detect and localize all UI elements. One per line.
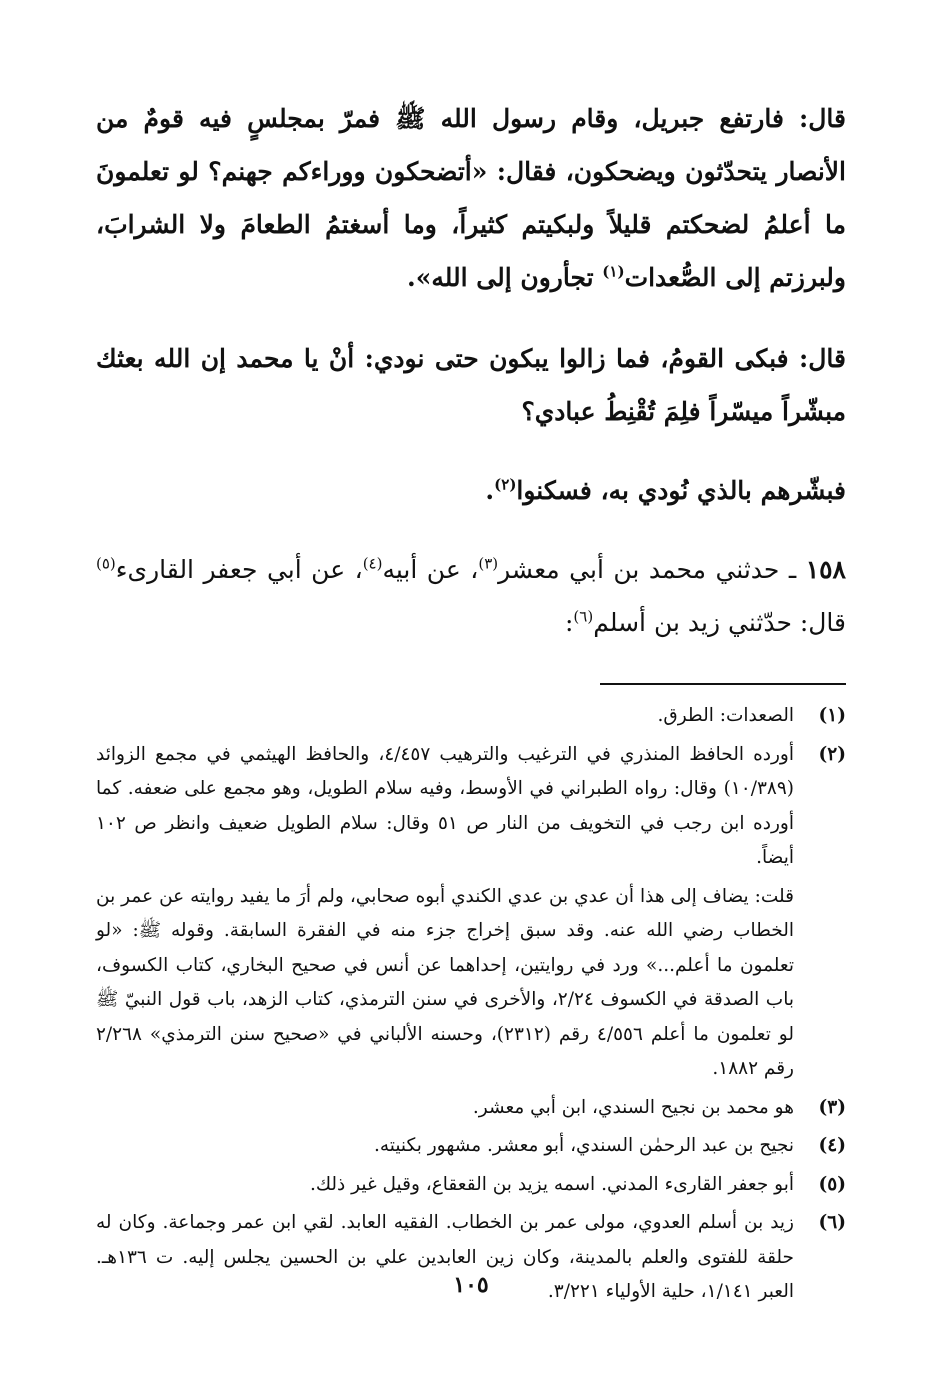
footnote-ref: (٤)	[362, 554, 383, 573]
footnote	[96, 1129, 846, 1164]
paragraph-text: ، عن أبي جعفر القارىء	[115, 555, 363, 584]
paragraph-text: قال: حدّثني زيد بن أسلم	[593, 608, 846, 637]
hadith-paragraph	[96, 543, 846, 649]
footnote-text: هو محمد بن نجيح السندي، ابن أبي معشر.	[472, 1096, 794, 1118]
footnote-text: أورده الحافظ المنذري في الترغيب والترهيب ٤/٤٥٧، والحافظ الهيثمي في مجمع الزوائد (١٠/٣٨٩) وقال: رواه الطبراني في الأوسط، وفيه سلام الطويل، وهو مجمع على ضعفه. كما أورده ابن رجب في التخويف من النار ص ٥١ وقال: سلام الطويل ضعيف وانظر ص ١٠٢ أيضاً.	[96, 743, 795, 868]
hadith-number: ١٥٨	[805, 555, 846, 584]
footnote	[96, 1091, 846, 1126]
footnote-mark: (٤)	[818, 1135, 846, 1156]
paragraph-text: قال: فارتفع جبريل، وقام رسول الله ﷺ فمرّ بمجلسٍ فيه قومٌ من الأنصار يتحدّثون ويضحكون، فقال: «أتضحكون ووراءكم جهنم؟ لو تعلمونَ ما أعلمُ لضحكتم قليلاً ولبكيتم كثيراً، وما أسغتمُ الطعامَ ولا الشرابَ، ولبرزتم إلى الصُّعدات	[96, 104, 846, 292]
footnote-text: زيد بن أسلم العدوي، مولى عمر بن الخطاب. الفقيه العابد. لقي ابن عمر وجماعة. وكان له حلقة للفتوى والعلم بالمدينة، وكان زين العابدين علي بن الحسين يجلس إليه. ت ١٣٦هـ. العبر ١/١٤١، حلية الأولياء ٣/٢٢١.	[96, 1212, 794, 1302]
footnote-mark: (٢)	[818, 743, 846, 765]
footnotes	[96, 699, 846, 1310]
paragraph-text: ، عن أبيه	[382, 555, 479, 584]
footnote-ref: (٥)	[96, 554, 116, 573]
main-text	[96, 92, 846, 649]
paragraph-text: .	[485, 476, 495, 505]
paragraph	[96, 464, 846, 517]
paragraph-text: فبشّرهم بالذي نُودي به، فسكنوا	[516, 476, 846, 505]
paragraph-text: ـ حدثني محمد بن أبي معشر	[498, 555, 806, 584]
footnote	[96, 699, 846, 734]
paragraph	[96, 92, 846, 304]
footnote-ref: (٦)	[573, 607, 594, 626]
footnote-continuation: قلت: يضاف إلى هذا أن عدي بن عدي الكندي أبوه صحابي، ولم أرَ ما يفيد روايته عن عمر بن الخطاب رضي الله عنه. وقد سبق إخراج جزء منه في الفقرة السابقة. وقوله ﷺ: «لو تعلمون ما أعلم...» ورد في روايتين، إحداهما عن أنس في صحيح البخاري، كتاب الكسوف، باب الصدقة في الكسوف ٢/٢٤، والأخرى في سنن الترمذي، كتاب الزهد، باب قول النبيّ ﷺ لو تعلمون ما أعلم ٤/٥٥٦ رقم (٢٣١٢)، وحسنه الألباني في «صحيح سنن الترمذي» ٢/٢٦٨ رقم ١٨٨٢.	[96, 885, 794, 1079]
footnote-ref: (٣)	[478, 554, 499, 573]
footnote	[96, 1168, 846, 1203]
footnote-mark: (٦)	[818, 1212, 846, 1233]
paragraph-text: :	[564, 608, 574, 637]
footnote-ref: (١)	[602, 262, 625, 281]
page-number: ١٠٥	[453, 1272, 489, 1298]
footnote-mark: (١)	[818, 705, 846, 726]
footnote-ref: (٢)	[494, 475, 517, 494]
footnote-separator	[600, 683, 846, 685]
footnote-text: نجيح بن عبد الرحمٰن السندي، أبو معشر. مشهور بكنيته.	[373, 1135, 794, 1156]
footnote-mark: (٥)	[818, 1173, 846, 1195]
footnote	[96, 738, 846, 1087]
footnote-mark: (٣)	[818, 1096, 846, 1118]
footnote-text: أبو جعفر القارىء المدني. اسمه يزيد بن القعقاع، وقيل غير ذلك.	[309, 1173, 794, 1195]
paragraph-text: تجأرون إلى الله».	[406, 263, 603, 292]
paragraph: قال: فبكى القومُ، فما زالوا يبكون حتى نودي: أنْ يا محمد إن الله بعثك مبشّراً ميسّراً فلِمَ تُقْنِطُ عبادي؟	[96, 344, 846, 426]
footnote-text: الصعدات: الطرق.	[657, 705, 794, 726]
